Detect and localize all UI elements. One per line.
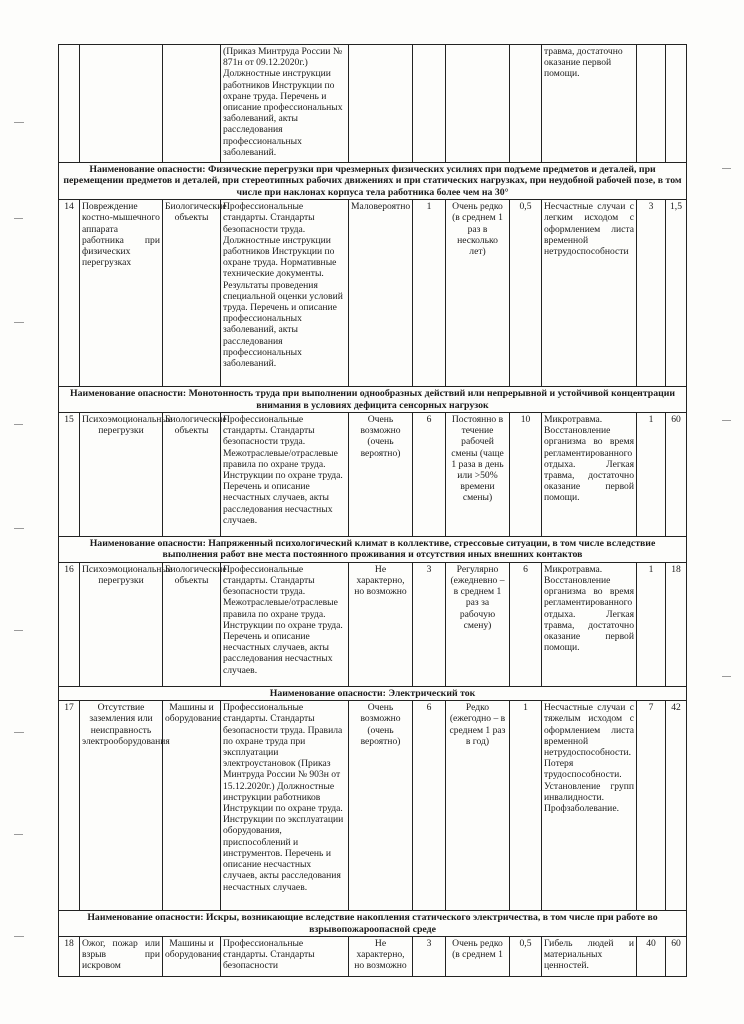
consequence-cell: Микротравма. Восстановление организма во время регламентированного отдыха. Легкая травма, достаточно оказание первой помощи. [542, 562, 637, 686]
object-cell: Биологические объекты [163, 413, 221, 537]
table-row [59, 45, 687, 163]
probability-cell: Очень возможно (очень вероятно) [349, 413, 413, 537]
risk-score: 60 [666, 937, 687, 977]
documents-cell: Профессиональные стандарты. Стандарты безопасности труда. Межотраслевые/отраслевые правила по охране труда. Инструкции по охране труда. Перечень и описание несчастных случаев, акты расследования несчастных случаев. [221, 413, 349, 537]
risk-score: 1,5 [666, 200, 687, 387]
severity-score: 1 [637, 413, 666, 537]
probability-cell: Не характерно, но возможно [349, 937, 413, 977]
risk-table [58, 44, 687, 977]
severity-score: 1 [637, 562, 666, 686]
frequency-score: 0,5 [510, 937, 542, 977]
probability-cell: Маловероятно [349, 200, 413, 387]
probability-score: 3 [413, 937, 446, 977]
table-row [59, 937, 687, 977]
frequency-cell: Очень редко (в среднем 1 [446, 937, 510, 977]
severity-score: 7 [637, 701, 666, 911]
object-cell: Машины и оборудование [163, 937, 221, 977]
risk-score: 18 [666, 562, 687, 686]
probability-score: 6 [413, 413, 446, 537]
probability-score: 3 [413, 562, 446, 686]
table-row [59, 562, 687, 686]
consequence-cell: Несчастные случаи с легким исходом с оформлением листа временной нетрудоспособности [542, 200, 637, 387]
hazard-cell: Ожог, пожар или взрыв при искровом [80, 937, 163, 977]
row-number: 18 [59, 937, 80, 977]
hazard-cell: Повреждение костно-мышечного аппарата работника при физических перегрузках [80, 200, 163, 387]
frequency-cell: Регулярно (ежедневно – в среднем 1 раз за рабочую смену) [446, 562, 510, 686]
frequency-score: 0,5 [510, 200, 542, 387]
hazard-header: Наименование опасности: Электрический ток [59, 686, 687, 700]
documents-cell: Профессиональные стандарты. Стандарты безопасности труда. Межотраслевые/отраслевые правила по охране труда. Инструкции по охране труда. Перечень и описание несчастных случаев, акты расследования несчастных случаев. [221, 562, 349, 686]
severity-score: 40 [637, 937, 666, 977]
documents-cell: Профессиональные стандарты. Стандарты безопасности труда. Должностные инструкции работников Инструкции по охране труда. Нормативные технические документы. Результаты проведения специальной оценки условий труда. Перечень и описание профессиональных заболеваний, акты расследования профессиональных заболеваний. [221, 200, 349, 387]
row-number: 15 [59, 413, 80, 537]
object-cell: Биологические объекты [163, 562, 221, 686]
documents-cell: (Приказ Минтруда России № 871н от 09.12.2020г.) Должностные инструкции работников Инструкции по охране труда. Перечень и описание профессиональных заболеваний, акты расследования профессиональных заболеваний. [221, 45, 349, 163]
consequence-cell: травма, достаточно оказание первой помощи. [542, 45, 637, 163]
row-number: 17 [59, 701, 80, 911]
hazard-header-row [59, 163, 687, 200]
documents-cell: Профессиональные стандарты. Стандарты безопасности труда. Правила по охране труда при эксплуатации электроустановок (Приказ Минтруда России № 903н от 15.12.2020г.) Должностные инструкции работников Инструкции по охране труда. Инструкции по эксплуатации оборудования, приспособлений и инструментов. Перечень и описание несчастных случаев, акты расследования несчастных случаев. [221, 701, 349, 911]
hazard-header-row [59, 387, 687, 413]
risk-assessment-sheet [58, 44, 686, 977]
hazard-cell: Отсутствие заземления или неисправность электрооборудования [80, 701, 163, 911]
hazard-header: Наименование опасности: Искры, возникающие вследствие накопления статического электричества, в том числе при работе во взрывопожароопасной среде [59, 911, 687, 937]
hazard-header-row [59, 911, 687, 937]
hazard-header-row [59, 537, 687, 563]
hazard-header: Наименование опасности: Физические перегрузки при чрезмерных физических усилиях при подъеме предметов и деталей, при перемещении предметов и деталей, при стереотипных рабочих движениях и при статических нагрузках, при неудобной рабочей позе, в том числе при наклонах корпуса тела работника более чем на 30° [59, 163, 687, 200]
probability-score: 1 [413, 200, 446, 387]
object-cell: Биологические объекты [163, 200, 221, 387]
documents-cell: Профессиональные стандарты. Стандарты безопасности [221, 937, 349, 977]
table-row [59, 413, 687, 537]
row-number: 14 [59, 200, 80, 387]
frequency-cell: Очень редко (в среднем 1 раз в несколько лет) [446, 200, 510, 387]
hazard-header: Наименование опасности: Монотонность труда при выполнении однообразных действий или непрерывной и устойчивой концентрации внимания в условиях дефицита сенсорных нагрузок [59, 387, 687, 413]
risk-score: 42 [666, 701, 687, 911]
severity-score: 3 [637, 200, 666, 387]
table-row [59, 701, 687, 911]
frequency-cell: Постоянно в течение рабочей смены (чаще 1 раза в день или >50% времени смены) [446, 413, 510, 537]
probability-cell: Очень возможно (очень вероятно) [349, 701, 413, 911]
hazard-header: Наименование опасности: Напряженный психологический климат в коллективе, стрессовые ситуации, в том числе вследствие выполнения работ вне места постоянного проживания и отсутствия иных внешних контактов [59, 537, 687, 563]
hazard-header-row [59, 686, 687, 700]
object-cell: Машины и оборудование [163, 701, 221, 911]
frequency-score: 10 [510, 413, 542, 537]
probability-score: 6 [413, 701, 446, 911]
consequence-cell: Микротравма. Восстановление организма во время регламентированного отдыха. Легкая травма, достаточно оказание первой помощи. [542, 413, 637, 537]
risk-score: 60 [666, 413, 687, 537]
hazard-cell: Психоэмоциональные перегрузки [80, 413, 163, 537]
table-row [59, 200, 687, 387]
hazard-cell: Психоэмоциональные перегрузки [80, 562, 163, 686]
consequence-cell: Несчастные случаи с тяжелым исходом с оформлением листа временной нетрудоспособности. Потеря трудоспособности. Установление групп инвалидности. Профзаболевание. [542, 701, 637, 911]
probability-cell: Не характерно, но возможно [349, 562, 413, 686]
frequency-cell: Редко (ежегодно – в среднем 1 раз в год) [446, 701, 510, 911]
consequence-cell: Гибель людей и материальных ценностей. [542, 937, 637, 977]
frequency-score: 1 [510, 701, 542, 911]
row-number: 16 [59, 562, 80, 686]
frequency-score: 6 [510, 562, 542, 686]
